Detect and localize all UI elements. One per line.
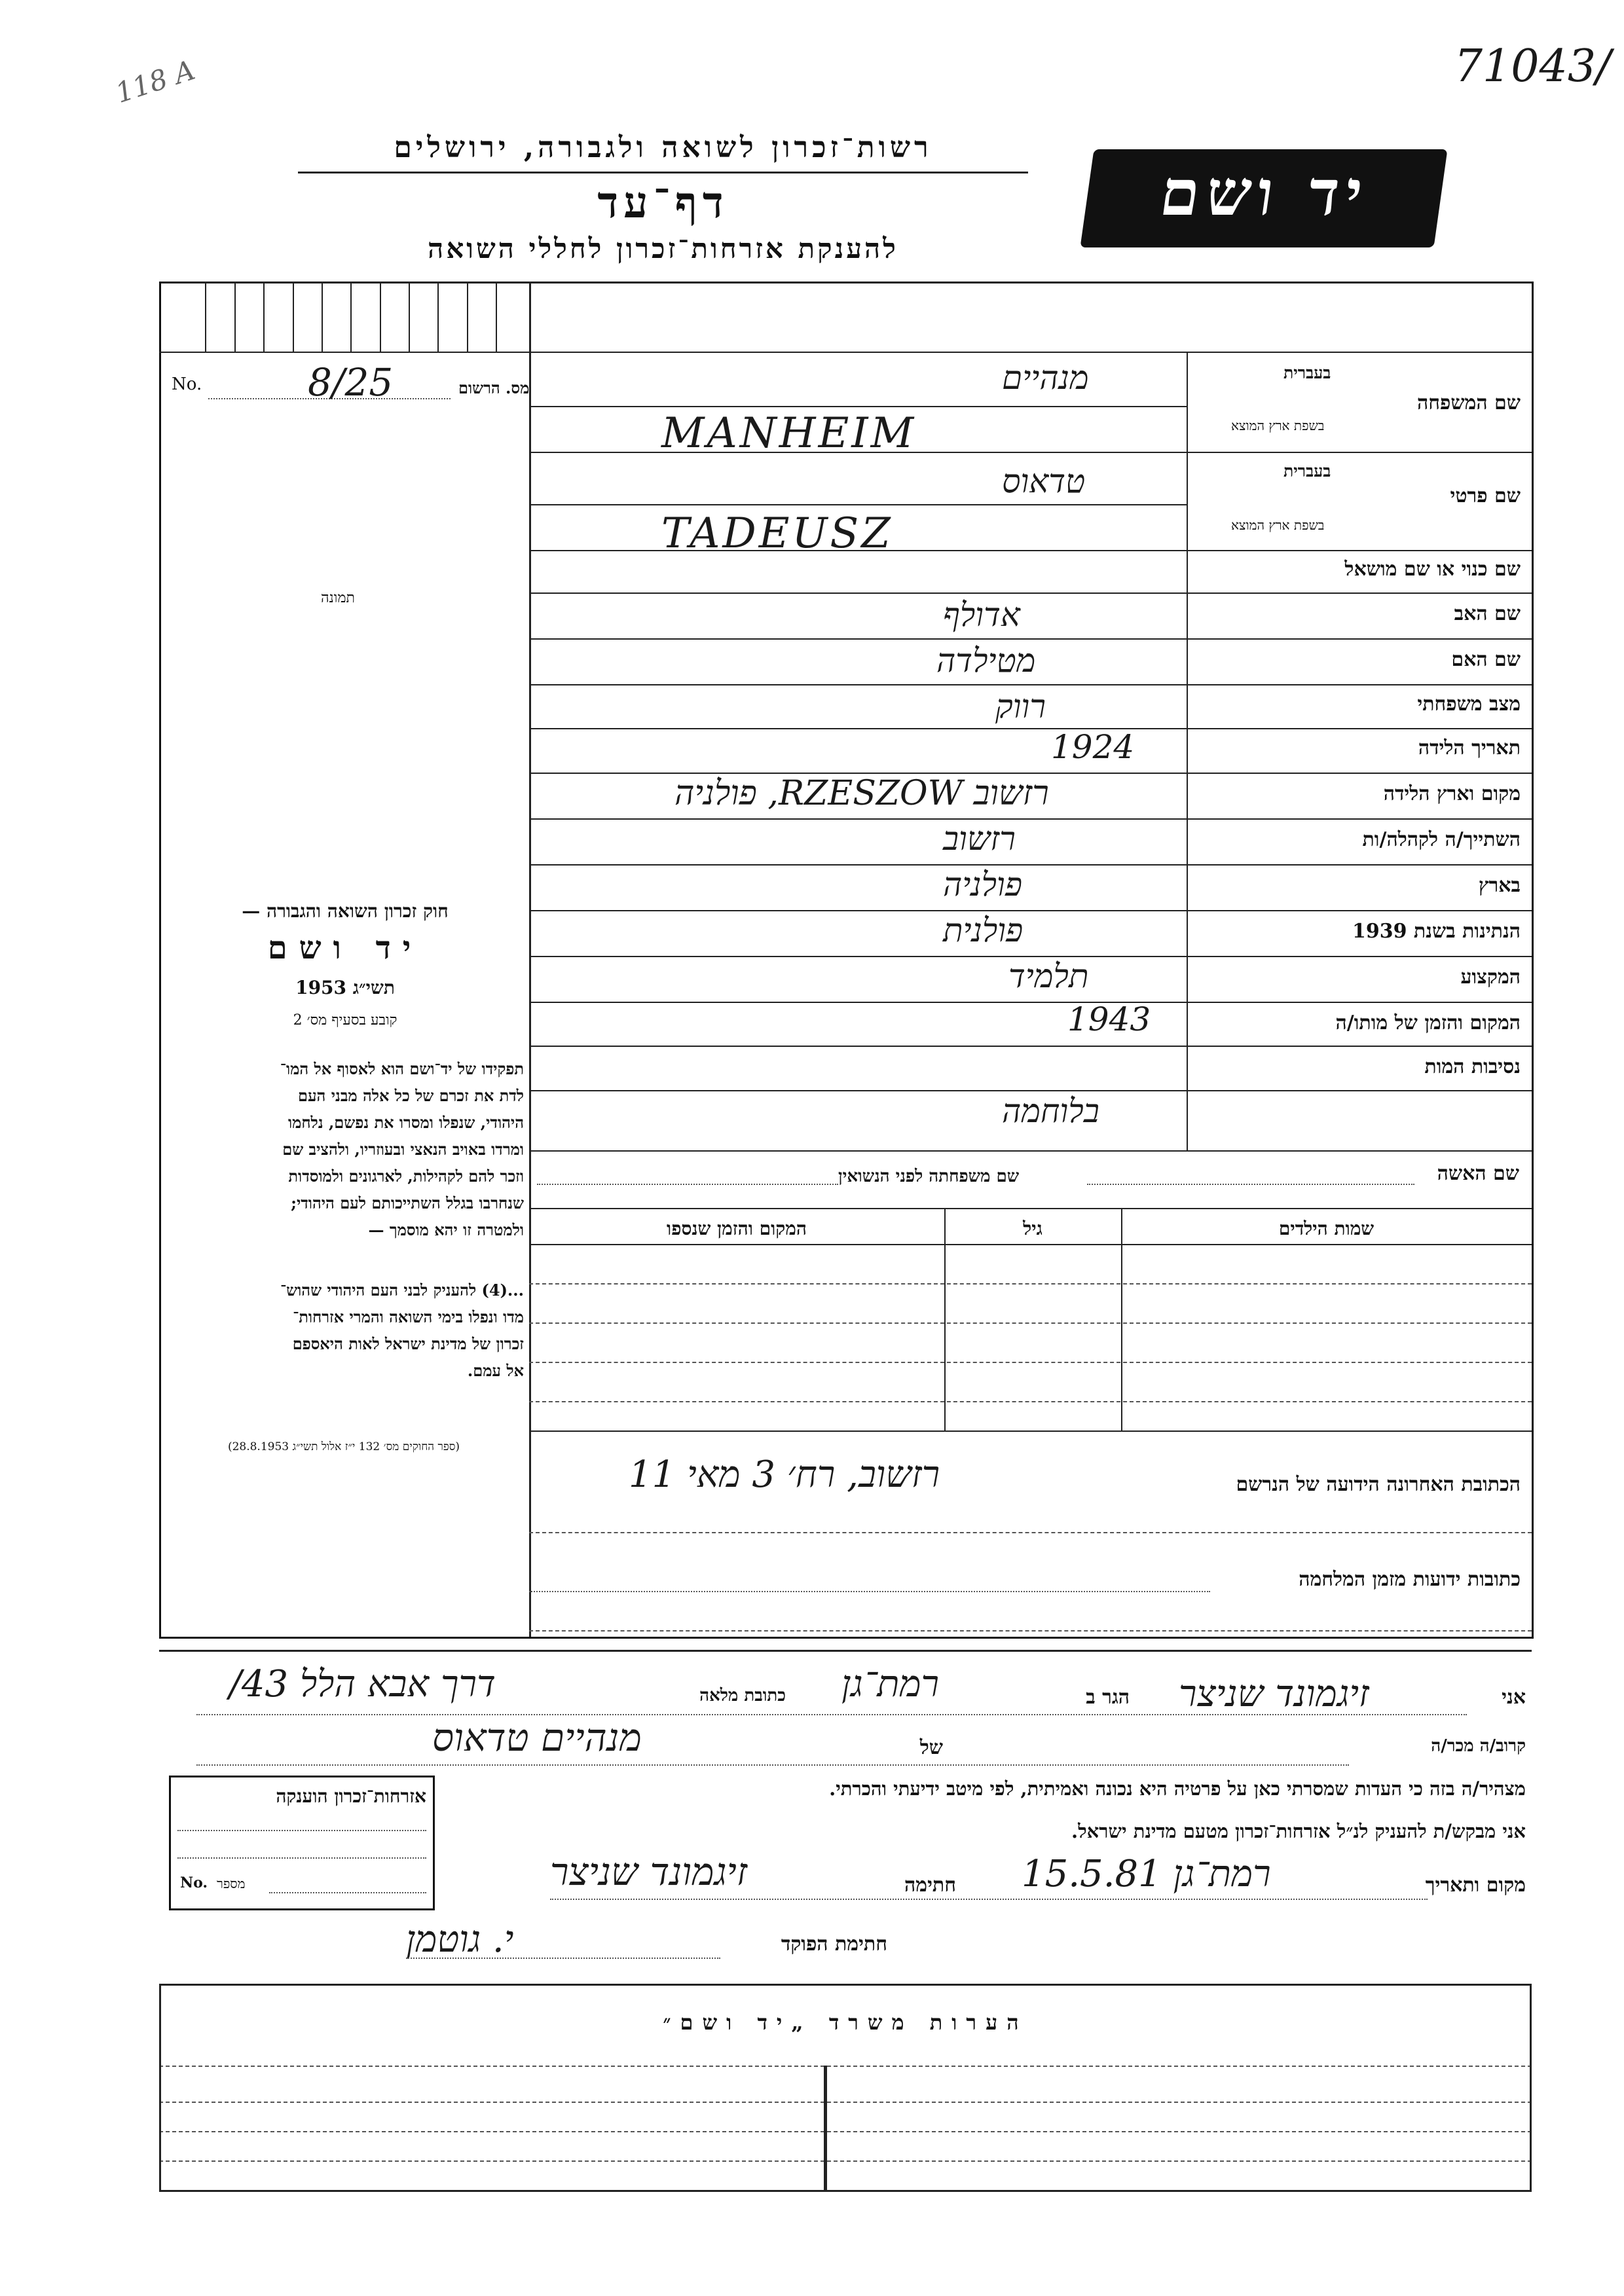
logo-text: יד ושם <box>1155 156 1374 230</box>
top-boxes-line <box>159 352 1532 353</box>
law-clause: קובע בסעיף מס׳ 2 <box>293 1012 397 1029</box>
value-first-name-origin: TADEUSZ <box>661 509 893 558</box>
value-marital-status: רווק <box>995 687 1046 725</box>
label-of: של <box>919 1736 943 1759</box>
value-birth-date: 1924 <box>1051 728 1135 766</box>
authority-title: רשות־זכרון לשואה ולגבורה, ירושלים <box>394 131 932 164</box>
value-city: רמת־גן <box>841 1663 940 1705</box>
value-declarant-name: זיגמונד שניצר <box>1179 1673 1369 1715</box>
law-reference: (ספר החוקים מס׳ 132 י״ז אלול תשי״ג 28.8.1953) <box>227 1440 460 1453</box>
form-title: דף־עד <box>597 177 729 228</box>
value-last-address: רזשוב, רח׳ 3 מאי 11 <box>629 1453 940 1496</box>
label-ani: אני <box>1502 1686 1526 1709</box>
label-place-date: מקום ותאריך <box>1425 1874 1526 1897</box>
value-surname-origin: MANHEIM <box>661 409 917 458</box>
law-name: יד ושם <box>267 930 423 966</box>
remarks-title: הערות משרד „יד ושם״ <box>663 2010 1028 2035</box>
citizenship-number-label: מספר <box>217 1876 246 1891</box>
law-text-2: ...(4) להעניק לבני העם היהודי שהוש־ מדו ונפלו בימי השואה והמרי אזרחות־ זכרון של מדינת ישראל לאות היאספם אל עמם. <box>280 1281 524 1380</box>
stamp-mark: 118 A <box>111 54 199 109</box>
label-column-divider <box>1187 352 1188 1150</box>
label-resides: הגר ב <box>1086 1686 1130 1709</box>
yad-vashem-logo <box>1080 149 1447 247</box>
authority-underline <box>298 172 1028 173</box>
label-signature: חתימה <box>904 1874 956 1897</box>
label-wife: שם האשה <box>1437 1162 1519 1185</box>
law-text-1: תפקידו של יד־ושם הוא לאסוף אל המו־ לדת את זכרם של כל אלה מבני העם היהודי, שנפלו ומסרו את נפשם, נלחמו ומרדו באויב הנאצי ובעוזריו, ולהציב שם וזכר להם לקהילות, לארגונים ולמוסדות שנחרבו בגלל השתייכותם לעם היהודי; ולמטרה זו יהא מוסמך — <box>280 1059 524 1239</box>
left-column-divider <box>529 282 531 1637</box>
value-surname-hebrew: מנהיים <box>1002 359 1089 397</box>
value-death-circumstances: בלוחמה <box>1002 1092 1099 1130</box>
declaration-text-1: מצהיר/ה בזה כי העדות שמסרתי כאן על פרטיה היא נכונה ואמיתית, לפי מיטב ידיעתי והכרתי. <box>829 1777 1526 1800</box>
value-father: אדולף <box>943 596 1020 634</box>
label-alias: שם כנוי או שם מושאל <box>1344 558 1521 581</box>
label-first-name-hebrew: בעברית <box>1283 462 1331 481</box>
value-mother: מטילדה <box>936 642 1036 680</box>
value-community: רזשוב <box>943 820 1016 858</box>
label-community: השתייך/ה לקהלה/ות <box>1362 828 1521 851</box>
law-year: תשי״ג 1953 <box>295 977 395 998</box>
value-first-name-hebrew: טדאוס <box>1002 462 1086 500</box>
value-occupation: תלמיד <box>1008 957 1089 995</box>
label-death-circumstances: נסיבות המות <box>1424 1055 1521 1078</box>
form-subtitle: להענקת אזרחות־זכרון לחללי השואה <box>428 232 898 264</box>
value-full-address: דרך אבא הלל 43/ <box>229 1663 496 1705</box>
citizenship-box <box>169 1776 435 1910</box>
archive-number: 71043/ <box>1454 41 1611 92</box>
children-header-age: גיל <box>1023 1218 1043 1239</box>
label-first-name: שם פרטי <box>1450 484 1521 507</box>
value-signature: זיגמונד שניצר <box>550 1850 747 1894</box>
label-birth-date: תאריך הלידה <box>1418 737 1521 759</box>
label-full-address: כתובת מלאה <box>699 1686 786 1705</box>
children-header-names: שמות הילדים <box>1278 1218 1375 1239</box>
reg-number: 8/25 <box>308 360 394 405</box>
law-title: חוק זכרון השואה והגבורה — <box>242 900 449 922</box>
label-mother: שם האם <box>1451 648 1521 671</box>
label-father: שם האב <box>1454 602 1521 625</box>
label-death-place-time: המקום והזמן של מותו/ה <box>1335 1011 1521 1034</box>
photo-label: תמונה <box>321 590 355 606</box>
label-birth-place: מקום וארץ הלידה <box>1383 782 1521 805</box>
label-war-addresses: כתובות ידועות מזמן המלחמה <box>1299 1568 1521 1591</box>
value-place-date: רמת־גן 15.5.81 <box>1022 1853 1271 1895</box>
label-wife-maiden: שם משפחתה לפני הנשואין <box>838 1167 1020 1186</box>
label-relation: קרוב/ה מכר/ה <box>1431 1736 1526 1756</box>
label-surname-origin: בשפת ארץ המוצא <box>1231 418 1325 433</box>
citizenship-no-label: No. <box>180 1874 208 1891</box>
citizenship-box-title: אזרחות־זכרון הוענקה <box>276 1785 426 1807</box>
label-surname: שם המשפחה <box>1416 392 1521 414</box>
label-marital-status: מצב משפחתי <box>1417 693 1521 716</box>
label-officer-signature: חתימת הפוקד <box>781 1933 887 1956</box>
value-birth-place: רזשוב RZESZOW, פולניה <box>674 774 1049 813</box>
value-death-place-time: 1943 <box>1067 1000 1151 1038</box>
declaration-text-2: אני מבקש/ת להעניק לנ״ל אזרחות־זכרון מטעם מדינת ישראל. <box>1071 1820 1526 1842</box>
label-last-address: הכתובת האחרונה הידועה של הנרשם <box>1236 1473 1521 1496</box>
children-header-place: המקום והזמן שנספו <box>667 1218 807 1239</box>
value-of-name: מנהיים טדאוס <box>432 1715 642 1760</box>
reg-label: מס. הרשום <box>458 378 530 397</box>
label-surname-hebrew: בעברית <box>1283 363 1331 382</box>
label-country: בארץ <box>1478 874 1521 897</box>
value-officer-signature: י. גוטמן <box>406 1918 514 1961</box>
label-occupation: המקצוע <box>1460 966 1521 989</box>
value-country: פולניה <box>943 866 1023 903</box>
label-first-name-origin: בשפת ארץ המוצא <box>1231 517 1325 533</box>
value-nationality-1939: פולנית <box>943 911 1024 949</box>
no-label: No. <box>172 374 202 394</box>
label-nationality-1939: הנתינות בשנת 1939 <box>1352 920 1521 943</box>
